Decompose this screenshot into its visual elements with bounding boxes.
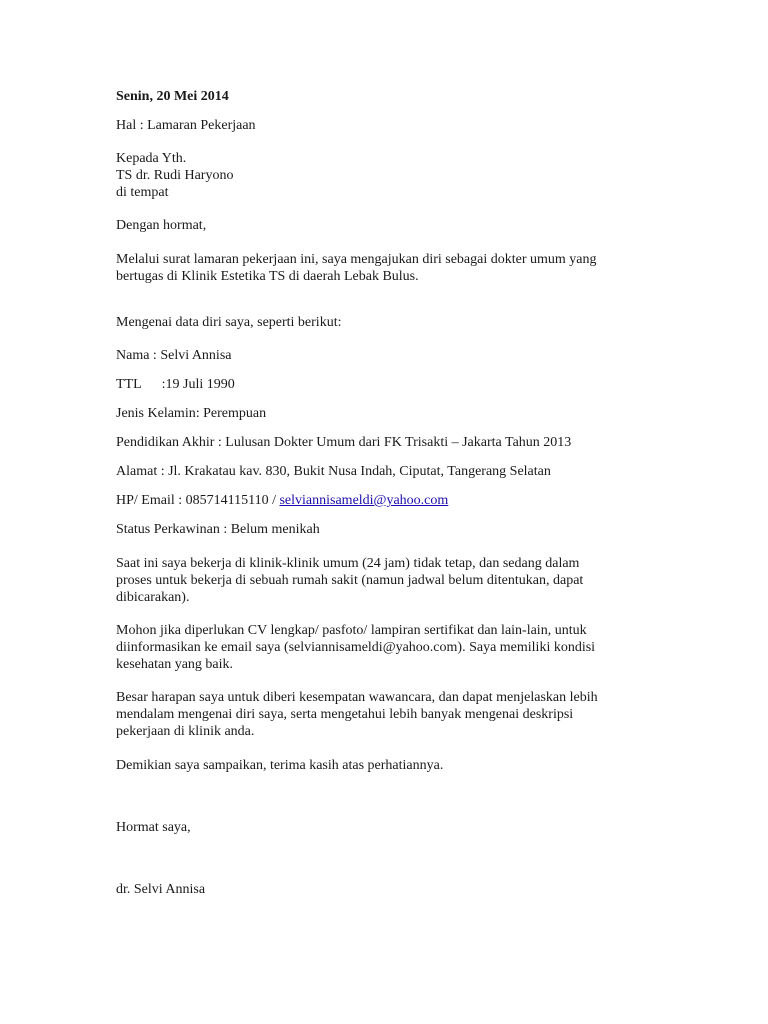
letter-subject: Hal : Lamaran Pekerjaan bbox=[116, 118, 256, 133]
recipient-line-3: di tempat bbox=[116, 185, 169, 200]
hope-line-1: Besar harapan saya untuk diberi kesempatan wawancara, dan dapat menjelaskan lebih bbox=[116, 690, 598, 705]
field-ttl-label: TTL bbox=[116, 377, 142, 392]
field-status: Status Perkawinan : Belum menikah bbox=[116, 522, 320, 537]
closing-line: Demikian saya sampaikan, terima kasih atas perhatiannya. bbox=[116, 758, 444, 773]
field-ttl bbox=[116, 376, 235, 393]
cv-line-1: Mohon jika diperlukan CV lengkap/ pasfoto/ lampiran sertifikat dan lain-lain, untuk bbox=[116, 623, 587, 638]
cv-line-2: diinformasikan ke email saya (selviannisameldi@yahoo.com). Saya memiliki kondisi bbox=[116, 640, 596, 655]
field-alamat: Alamat : Jl. Krakatau kav. 830, Bukit Nusa Indah, Ciputat, Tangerang Selatan bbox=[116, 464, 551, 479]
field-pendidikan: Pendidikan Akhir : Lulusan Dokter Umum dari FK Trisakti – Jakarta Tahun 2013 bbox=[116, 435, 572, 450]
field-hp-prefix: HP/ Email : 085714115110 / bbox=[116, 493, 280, 508]
sign-off: Hormat saya, bbox=[116, 820, 191, 835]
field-ttl-value: :19 Juli 1990 bbox=[161, 377, 235, 392]
cv-line-3: kesehatan yang baik. bbox=[116, 657, 234, 672]
recipient-line-1: Kepada Yth. bbox=[116, 151, 187, 166]
field-nama: Nama : Selvi Annisa bbox=[116, 348, 232, 363]
work-line-2: proses untuk bekerja di sebuah rumah sakit (namun jadwal belum ditentukan, dapat bbox=[116, 573, 584, 588]
field-hp-email bbox=[116, 492, 448, 509]
work-line-3: dibicarakan). bbox=[116, 590, 190, 605]
hope-line-2: mendalam mengenai diri saya, serta mengetahui lebih banyak mengenai deskripsi bbox=[116, 707, 574, 722]
intro-line-1: Melalui surat lamaran pekerjaan ini, saya mengajukan diri sebagai dokter umum yang bbox=[116, 252, 597, 267]
letter-date: Senin, 20 Mei 2014 bbox=[116, 89, 229, 104]
email-link[interactable]: selviannisameldi@yahoo.com bbox=[279, 493, 449, 508]
work-line-1: Saat ini saya bekerja di klinik-klinik umum (24 jam) tidak tetap, dan sedang dalam bbox=[116, 556, 580, 571]
recipient-line-2: TS dr. Rudi Haryono bbox=[116, 168, 234, 183]
hope-line-3: pekerjaan di klinik anda. bbox=[116, 724, 255, 739]
greeting: Dengan hormat, bbox=[116, 218, 207, 233]
data-intro: Mengenai data diri saya, seperti berikut: bbox=[116, 315, 342, 330]
field-jenis-kelamin: Jenis Kelamin: Perempuan bbox=[116, 406, 267, 421]
intro-line-2: bertugas di Klinik Estetika TS di daerah Lebak Bulus. bbox=[116, 269, 419, 284]
signature-name: dr. Selvi Annisa bbox=[116, 882, 206, 897]
